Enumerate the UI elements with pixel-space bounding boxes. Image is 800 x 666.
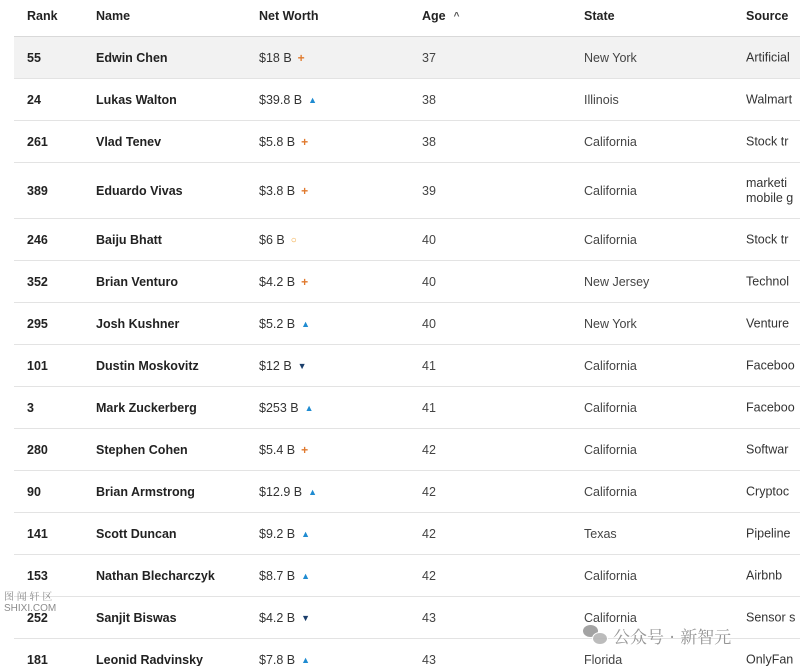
chevron-up-icon: ^ xyxy=(453,11,460,22)
name-link[interactable]: Baiju Bhatt xyxy=(96,232,162,247)
rank-cell: 252 xyxy=(27,610,48,625)
watermark-left xyxy=(4,592,56,614)
rank-cell: 90 xyxy=(27,484,41,499)
net-worth-cell xyxy=(259,359,307,373)
state-cell: California xyxy=(584,400,637,415)
trend-down-icon: ▼ xyxy=(301,612,311,623)
source-line: Sensor s xyxy=(746,610,796,624)
trend-up-icon: ▲ xyxy=(304,402,314,413)
trend-new-icon: + xyxy=(301,442,309,457)
name-link[interactable]: Josh Kushner xyxy=(96,316,180,331)
trend-up-icon: ▲ xyxy=(301,528,311,539)
rank-cell: 153 xyxy=(27,568,48,583)
rank-cell: 389 xyxy=(27,183,48,198)
source-line: Technol xyxy=(746,274,790,288)
source-line: marketi xyxy=(746,175,787,190)
net-worth-value: $18 B xyxy=(259,50,292,65)
column-header-rank[interactable]: Rank xyxy=(27,9,58,23)
net-worth-value: $12.9 B xyxy=(259,484,303,499)
name-link[interactable]: Stephen Cohen xyxy=(96,442,188,457)
name-link[interactable]: Brian Armstrong xyxy=(96,484,195,499)
wechat-icon xyxy=(583,625,607,645)
watermark-left-line-2: SHIXI.COM xyxy=(4,603,57,614)
age-cell: 37 xyxy=(422,50,436,65)
age-cell: 39 xyxy=(422,183,436,198)
name-link[interactable]: Edwin Chen xyxy=(96,50,168,65)
source-line: Artificial xyxy=(746,50,790,64)
name-link[interactable]: Leonid Radvinsky xyxy=(96,652,203,666)
age-cell: 41 xyxy=(422,358,436,373)
net-worth-cell xyxy=(259,443,308,457)
table-row[interactable] xyxy=(14,121,800,163)
source-cell xyxy=(746,568,800,583)
source-cell xyxy=(746,610,800,625)
name-link[interactable]: Vlad Tenev xyxy=(96,134,162,149)
net-worth-cell xyxy=(259,569,310,583)
trend-new-icon: + xyxy=(301,274,309,289)
name-link[interactable]: Dustin Moskovitz xyxy=(96,358,199,373)
state-cell: California xyxy=(584,358,637,373)
table-row[interactable] xyxy=(14,219,800,261)
source-cell xyxy=(746,652,800,666)
net-worth-cell xyxy=(259,527,310,541)
source-cell xyxy=(746,484,800,499)
state-cell: New Jersey xyxy=(584,274,650,289)
net-worth-cell xyxy=(259,184,308,198)
age-cell: 42 xyxy=(422,568,436,583)
trend-new-icon: + xyxy=(297,50,305,65)
net-worth-value: $39.8 B xyxy=(259,92,303,107)
rank-cell: 261 xyxy=(27,134,48,149)
name-link[interactable]: Scott Duncan xyxy=(96,526,177,541)
source-cell xyxy=(746,232,800,247)
net-worth-cell xyxy=(259,611,310,625)
rank-cell: 55 xyxy=(27,50,41,65)
state-cell: New York xyxy=(584,50,637,65)
source-line: Softwar xyxy=(746,442,789,456)
source-line: mobile g xyxy=(746,190,794,205)
state-cell: California xyxy=(584,610,637,625)
name-link[interactable]: Brian Venturo xyxy=(96,274,178,289)
state-cell: California xyxy=(584,568,637,583)
net-worth-cell xyxy=(259,233,297,247)
table-row[interactable] xyxy=(14,513,800,555)
watermark-right xyxy=(583,622,731,648)
name-link[interactable]: Mark Zuckerberg xyxy=(96,400,197,415)
trend-new-icon: + xyxy=(301,183,309,198)
source-line: Pipeline xyxy=(746,526,791,540)
name-link[interactable]: Eduardo Vivas xyxy=(96,183,183,198)
net-worth-value: $5.4 B xyxy=(259,442,296,457)
age-cell: 43 xyxy=(422,652,436,666)
column-header-state[interactable]: State xyxy=(584,9,615,23)
source-cell xyxy=(746,134,800,149)
age-cell: 40 xyxy=(422,232,436,247)
rank-cell: 246 xyxy=(27,232,48,247)
state-cell: Florida xyxy=(584,652,623,666)
column-header-age-label: Age xyxy=(422,9,446,23)
source-line: Stock tr xyxy=(746,232,789,246)
trend-new-icon: + xyxy=(301,134,309,149)
trend-up-icon: ▲ xyxy=(308,94,318,105)
net-worth-value: $12 B xyxy=(259,358,292,373)
table-row[interactable] xyxy=(14,79,800,121)
source-cell xyxy=(746,442,800,457)
trend-up-icon: ▲ xyxy=(301,654,311,665)
trend-up-icon: ▲ xyxy=(308,486,318,497)
source-line: OnlyFan xyxy=(746,652,794,666)
source-cell xyxy=(746,176,800,206)
source-line: Stock tr xyxy=(746,134,789,148)
rank-cell: 181 xyxy=(27,652,48,666)
table-row[interactable] xyxy=(14,163,800,219)
name-link[interactable]: Nathan Blecharczyk xyxy=(96,568,215,583)
net-worth-cell xyxy=(259,653,310,666)
source-cell xyxy=(746,358,800,373)
net-worth-cell xyxy=(259,93,317,107)
table-row[interactable] xyxy=(14,555,800,597)
rank-cell: 280 xyxy=(27,442,48,457)
table-row[interactable] xyxy=(14,37,800,79)
watermark-left-line-1: 图 闻 轩 区 xyxy=(4,592,53,603)
state-cell: Illinois xyxy=(584,92,619,107)
table-row[interactable] xyxy=(14,471,800,513)
net-worth-cell xyxy=(259,317,310,331)
table-row[interactable] xyxy=(14,261,800,303)
source-line: Walmart xyxy=(746,92,793,106)
rank-cell: 141 xyxy=(27,526,48,541)
trend-up-icon: ▲ xyxy=(301,318,311,329)
watermark-right-text: 公众号 · 新智元 xyxy=(613,627,732,648)
net-worth-value: $4.2 B xyxy=(259,610,296,625)
source-cell xyxy=(746,274,800,289)
state-cell: California xyxy=(584,183,637,198)
age-cell: 38 xyxy=(422,134,436,149)
state-cell: California xyxy=(584,134,637,149)
table-body xyxy=(0,37,800,666)
net-worth-value: $6 B xyxy=(259,232,285,247)
net-worth-cell xyxy=(259,401,314,415)
source-cell xyxy=(746,92,800,107)
name-link[interactable]: Lukas Walton xyxy=(96,92,177,107)
net-worth-cell xyxy=(259,51,305,65)
net-worth-cell xyxy=(259,135,308,149)
trend-down-icon: ▼ xyxy=(297,360,307,371)
net-worth-value: $4.2 B xyxy=(259,274,296,289)
rank-cell: 295 xyxy=(27,316,48,331)
column-header-name[interactable]: Name xyxy=(96,9,131,23)
age-cell: 40 xyxy=(422,316,436,331)
net-worth-value: $5.8 B xyxy=(259,134,296,149)
net-worth-value: $5.2 B xyxy=(259,316,296,331)
source-cell xyxy=(746,526,800,541)
source-line: Cryptoc xyxy=(746,484,790,498)
rank-cell: 101 xyxy=(27,358,48,373)
rank-cell: 24 xyxy=(27,92,41,107)
name-link[interactable]: Sanjit Biswas xyxy=(96,610,177,625)
trend-up-icon: ▲ xyxy=(301,570,311,581)
net-worth-cell xyxy=(259,275,308,289)
column-header-age[interactable] xyxy=(422,9,459,23)
column-header-net-worth[interactable]: Net Worth xyxy=(259,9,319,23)
source-cell xyxy=(746,316,800,331)
rank-cell: 3 xyxy=(27,400,34,415)
rank-cell: 352 xyxy=(27,274,48,289)
net-worth-cell xyxy=(259,485,317,499)
age-cell: 42 xyxy=(422,484,436,499)
age-cell: 38 xyxy=(422,92,436,107)
table-row[interactable] xyxy=(14,429,800,471)
state-cell: New York xyxy=(584,316,637,331)
age-cell: 40 xyxy=(422,274,436,289)
table-header xyxy=(14,0,800,37)
net-worth-value: $253 B xyxy=(259,400,299,415)
trend-flat-icon: ○ xyxy=(290,234,297,246)
source-line: Airbnb xyxy=(746,568,783,582)
source-cell xyxy=(746,50,800,65)
state-cell: California xyxy=(584,484,637,499)
net-worth-value: $9.2 B xyxy=(259,526,296,541)
state-cell: California xyxy=(584,232,637,247)
table-row[interactable] xyxy=(14,303,800,345)
state-cell: Texas xyxy=(584,526,617,541)
source-line: Venture xyxy=(746,316,790,330)
state-cell: California xyxy=(584,442,637,457)
table-row[interactable] xyxy=(14,387,800,429)
net-worth-value: $3.8 B xyxy=(259,183,296,198)
source-line: Faceboo xyxy=(746,358,795,372)
column-header-source[interactable]: Source xyxy=(746,9,789,23)
source-line: Faceboo xyxy=(746,400,795,414)
table-row[interactable] xyxy=(14,345,800,387)
net-worth-value: $7.8 B xyxy=(259,652,296,666)
age-cell: 43 xyxy=(422,610,436,625)
net-worth-value: $8.7 B xyxy=(259,568,296,583)
age-cell: 42 xyxy=(422,442,436,457)
age-cell: 42 xyxy=(422,526,436,541)
age-cell: 41 xyxy=(422,400,436,415)
source-cell xyxy=(746,400,800,415)
